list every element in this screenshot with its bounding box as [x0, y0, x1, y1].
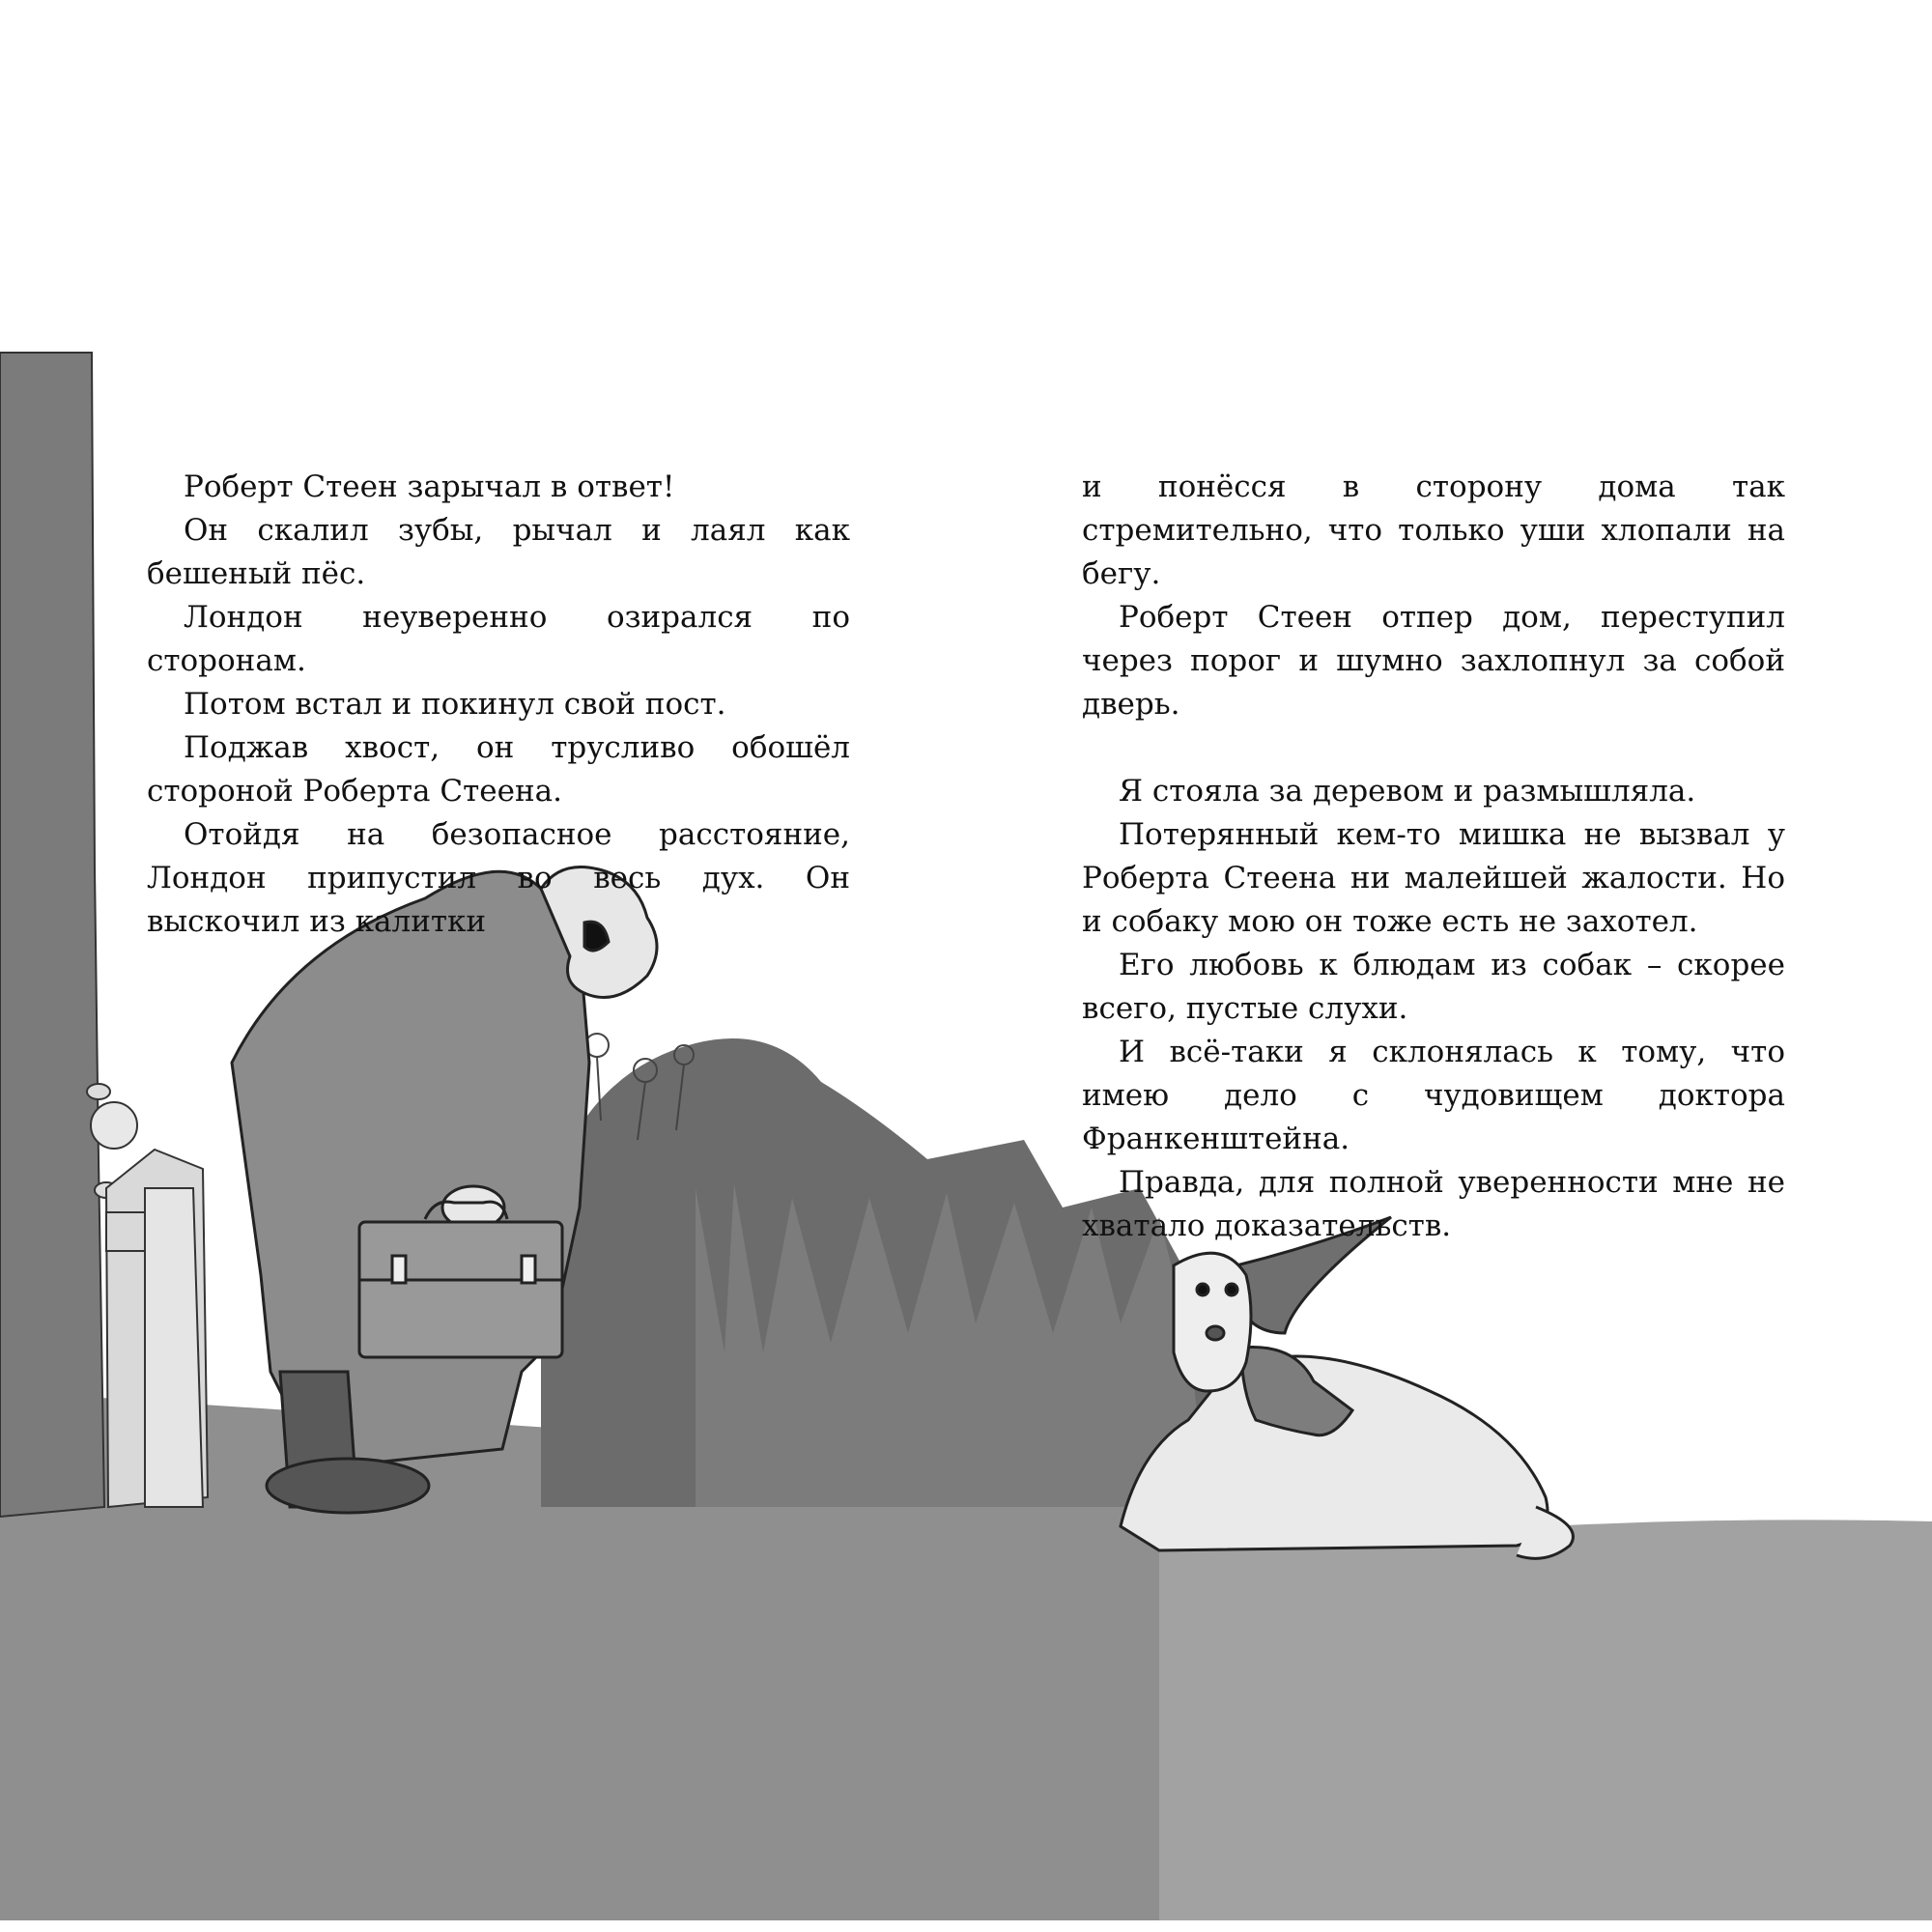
tree-trunk [0, 353, 104, 1517]
paragraph-continuation: и понёсся в сторону дома так стремительно, что только уши хлопали на бегу. [1082, 469, 1785, 591]
paragraph: Поджав хвост, он трусливо обошёл стороной Роберта Стеена. [147, 730, 850, 809]
paragraph: Его любовь к блюдам из собак – скорее всего, пустые слухи. [1082, 948, 1785, 1026]
gate [106, 1150, 208, 1507]
right-page-text [1082, 466, 1785, 1248]
paragraph: Отойдя на безопасное расстояние, Лондон припустил во весь дух. Он выскочил из калитки [147, 817, 850, 939]
paragraph: Роберт Стеен зарычал в ответ! [184, 469, 675, 504]
dog-head [1174, 1253, 1251, 1391]
paragraph: Он скалил зубы, рычал и лаял как бешеный пёс. [147, 513, 850, 591]
paragraph: Потерянный кем-то мишка не вызвал у Роберта Стеена ни малейшей жалости. Но и собаку мою он тоже есть не захотел. [1082, 817, 1785, 939]
paragraph: Лондон неуверенно озирался по сторонам. [147, 600, 850, 678]
briefcase [359, 1202, 562, 1357]
paragraph: Потом встал и покинул свой пост. [184, 687, 726, 722]
shoe [267, 1459, 429, 1513]
paragraph: Правда, для полной уверенности мне не хватало доказательств. [1082, 1165, 1785, 1243]
left-page-text [147, 466, 850, 944]
paragraph: Роберт Стеен отпер дом, переступил через порог и шумно захлопнул за собой дверь. [1082, 600, 1785, 722]
paragraph: И всё-таки я склонялась к тому, что имею дело с чудовищем доктора Франкенштейна. [1082, 1035, 1785, 1156]
paragraph: Я стояла за деревом и размышляла. [1119, 774, 1696, 809]
